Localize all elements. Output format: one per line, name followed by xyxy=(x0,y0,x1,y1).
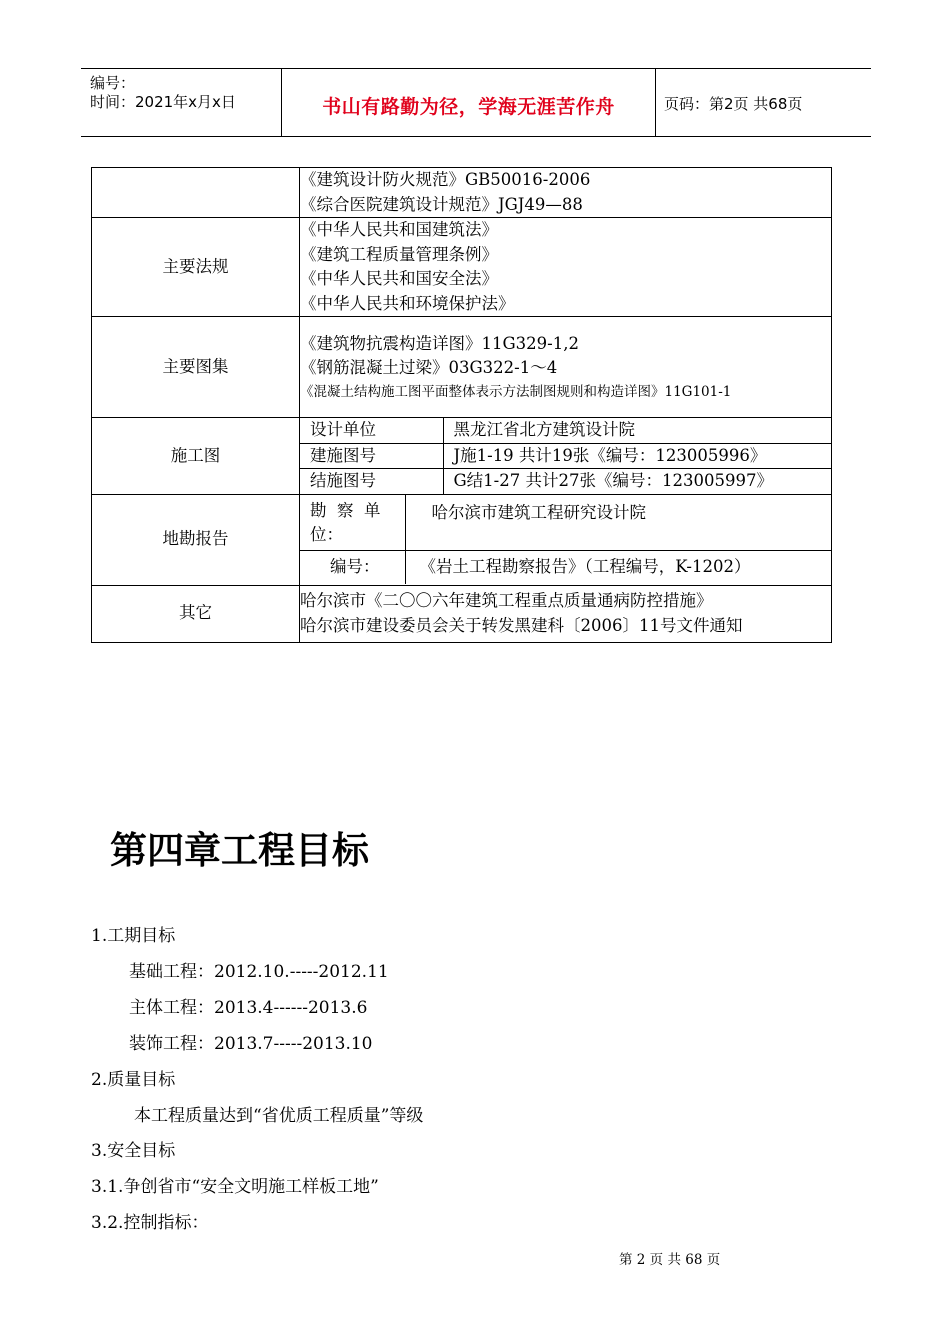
survey-unit-row xyxy=(300,495,831,551)
law-line: 《中华人民共和国安全法》 xyxy=(300,269,498,288)
drawings-value: 黑龙江省北方建筑设计院 xyxy=(443,418,831,443)
page-footer: 第 2 页 共 68 页 xyxy=(619,1252,721,1268)
body-line: 基础工程：2012.10.-----2012.11 xyxy=(129,962,389,982)
codes-content-cell xyxy=(300,168,832,218)
drawings-label: 施工图 xyxy=(92,418,300,495)
drawings-key: 设计单位 xyxy=(300,418,443,443)
body-line: 3.2.控制指标： xyxy=(91,1213,209,1233)
drawings-row xyxy=(300,418,831,443)
survey-label: 地勘报告 xyxy=(92,494,300,585)
law-line: 《建筑工程质量管理条例》 xyxy=(300,244,498,264)
header-page-info: 页码：第2页 共68页 xyxy=(664,95,803,113)
body-line: 主体工程：2013.4------2013.6 xyxy=(129,998,368,1018)
body-line: 本工程质量达到“省优质工程质量”等级 xyxy=(134,1106,424,1126)
other-line: 哈尔滨市《二〇〇六年建筑工程重点质量通病防控措施》 xyxy=(300,591,713,610)
header-number-label: 编号： xyxy=(90,74,136,92)
survey-unit-key-line1: 勘 察 单 xyxy=(310,500,381,520)
law-line: 《中华人民共和环境保护法》 xyxy=(300,293,515,313)
table-row-codes xyxy=(92,168,832,218)
section-heading: 2.质量目标 xyxy=(91,1070,176,1090)
laws-label: 主要法规 xyxy=(92,218,300,317)
drawings-subtable xyxy=(300,418,831,494)
drawings-row xyxy=(300,469,831,494)
table-row-survey xyxy=(92,494,832,585)
code-line: 《综合医院建筑设计规范》JGJ49—88 xyxy=(300,194,583,214)
survey-subtable xyxy=(300,495,831,584)
drawings-value: J施1-19 共计19张《编号：123005996》 xyxy=(443,443,831,469)
header-top-rule xyxy=(81,68,871,69)
survey-unit-value: 哈尔滨市建筑工程研究设计院 xyxy=(405,495,831,551)
atlas-line-small: 《混凝土结构施工图平面整体表示方法制图规则和构造详图》11G101-1 xyxy=(300,383,732,400)
other-line: 哈尔滨市建设委员会关于转发黑建科〔2006〕11号文件通知 xyxy=(300,615,743,635)
body-line: 3.1.争创省市“安全文明施工样板工地” xyxy=(91,1177,379,1197)
table-row-atlas xyxy=(92,317,832,418)
survey-no-value: 《岩土工程勘察报告》（工程编号，K-1202） xyxy=(405,551,831,585)
code-line: 《建筑设计防火规范》GB50016-2006 xyxy=(300,170,591,189)
laws-content-cell xyxy=(300,218,832,317)
atlas-label: 主要图集 xyxy=(92,317,300,418)
section-heading: 3.安全目标 xyxy=(91,1141,176,1161)
drawings-row xyxy=(300,443,831,469)
other-label: 其它 xyxy=(92,585,300,642)
survey-content-cell xyxy=(300,494,832,585)
drawings-key: 结施图号 xyxy=(310,471,376,490)
atlas-line: 《钢筋混凝土过梁》03G322-1～4 xyxy=(300,358,558,377)
law-line: 《中华人民共和国建筑法》 xyxy=(300,220,498,239)
survey-unit-key xyxy=(300,495,405,551)
drawings-key: 建施图号 xyxy=(300,443,443,469)
header-time-label: 时间：2021年x月x日 xyxy=(90,93,236,111)
header-motto: 书山有路勤为径，学海无涯苦作舟 xyxy=(322,96,615,118)
drawings-value: G结1-27 共计27张《编号：123005997》 xyxy=(443,469,831,494)
project-basis-table xyxy=(91,167,832,643)
section-heading: 1.工期目标 xyxy=(91,926,176,946)
chapter-title: 第四章工程目标 xyxy=(110,829,369,872)
other-content-cell xyxy=(300,585,832,642)
table-row-drawings xyxy=(92,418,832,495)
survey-no-key: 编号： xyxy=(330,557,380,577)
atlas-content-cell xyxy=(300,317,832,418)
codes-label-cell xyxy=(92,168,300,218)
survey-no-row xyxy=(300,551,831,585)
survey-unit-key-line2: 位： xyxy=(310,524,343,544)
atlas-line: 《建筑物抗震构造详图》11G329-1,2 xyxy=(300,333,579,353)
header-divider-right xyxy=(655,69,656,136)
body-line: 装饰工程：2013.7-----2013.10 xyxy=(129,1034,373,1054)
header-bottom-rule xyxy=(81,136,871,137)
drawings-content-cell xyxy=(300,418,832,495)
table-row-laws xyxy=(92,218,832,317)
table-row-other xyxy=(92,585,832,642)
